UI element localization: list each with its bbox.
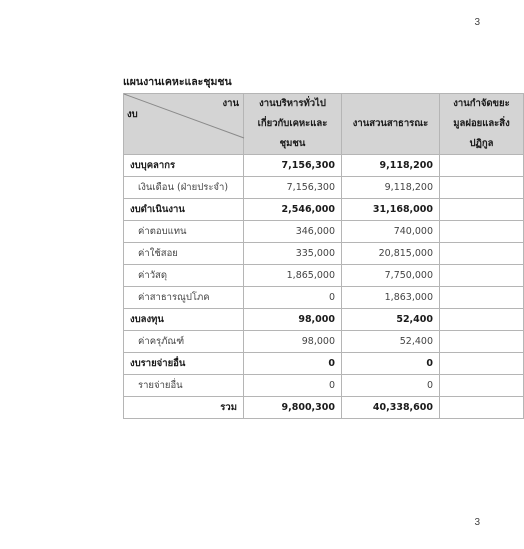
header-corner-budget: งบ — [127, 109, 138, 120]
cell-admin: 346,000 — [244, 221, 342, 243]
header-col-admin: งานบริหารทั่วไปเกี่ยวกับเคหะและชุมชน — [244, 94, 342, 155]
cell-waste — [440, 309, 524, 331]
cell-admin: 9,800,300 — [244, 397, 342, 419]
header-col-park: งานสวนสาธารณะ — [342, 94, 440, 155]
cell-park: 20,815,000 — [342, 243, 440, 265]
table-category-row — [124, 309, 524, 331]
cell-admin: 7,156,300 — [244, 177, 342, 199]
cell-waste — [440, 353, 524, 375]
table-row — [124, 331, 524, 353]
cell-park: 0 — [342, 375, 440, 397]
row-label: ค่าตอบแทน — [124, 221, 244, 243]
table-total-row — [124, 397, 524, 419]
row-label: งบบุคลากร — [124, 155, 244, 177]
cell-waste — [440, 243, 524, 265]
cell-park: 52,400 — [342, 309, 440, 331]
row-label: รวม — [124, 397, 244, 419]
row-label: งบดำเนินงาน — [124, 199, 244, 221]
cell-admin: 0 — [244, 353, 342, 375]
cell-admin: 7,156,300 — [244, 155, 342, 177]
header-corner-task: งาน — [222, 98, 239, 109]
table-header-row — [124, 94, 524, 155]
row-label: เงินเดือน (ฝ่ายประจำ) — [124, 177, 244, 199]
cell-admin: 335,000 — [244, 243, 342, 265]
table-row — [124, 221, 524, 243]
page-number-bottom: 3 — [474, 517, 480, 528]
row-label: ค่าวัสดุ — [124, 265, 244, 287]
cell-admin: 2,546,000 — [244, 199, 342, 221]
row-label: รายจ่ายอื่น — [124, 375, 244, 397]
row-label: งบลงทุน — [124, 309, 244, 331]
cell-waste — [440, 199, 524, 221]
cell-waste — [440, 331, 524, 353]
budget-table-container — [123, 93, 510, 419]
row-label: ค่าใช้สอย — [124, 243, 244, 265]
table-row — [124, 287, 524, 309]
cell-park: 1,863,000 — [342, 287, 440, 309]
cell-waste — [440, 287, 524, 309]
cell-park: 9,118,200 — [342, 155, 440, 177]
table-row — [124, 375, 524, 397]
cell-admin: 98,000 — [244, 309, 342, 331]
cell-park: 31,168,000 — [342, 199, 440, 221]
cell-park: 9,118,200 — [342, 177, 440, 199]
row-label: ค่าครุภัณฑ์ — [124, 331, 244, 353]
cell-admin: 98,000 — [244, 331, 342, 353]
cell-waste — [440, 375, 524, 397]
table-row — [124, 265, 524, 287]
row-label: ค่าสาธารณูปโภค — [124, 287, 244, 309]
table-row — [124, 177, 524, 199]
cell-park: 52,400 — [342, 331, 440, 353]
cell-park: 7,750,000 — [342, 265, 440, 287]
budget-table — [123, 93, 524, 419]
cell-admin: 0 — [244, 287, 342, 309]
table-category-row — [124, 199, 524, 221]
cell-admin: 1,865,000 — [244, 265, 342, 287]
cell-park: 740,000 — [342, 221, 440, 243]
page-number-top: 3 — [474, 17, 480, 28]
table-category-row — [124, 155, 524, 177]
cell-waste — [440, 177, 524, 199]
cell-admin: 0 — [244, 375, 342, 397]
header-corner-cell — [124, 94, 244, 155]
cell-park: 0 — [342, 353, 440, 375]
cell-park: 40,338,600 — [342, 397, 440, 419]
cell-waste — [440, 397, 524, 419]
table-row — [124, 243, 524, 265]
cell-waste — [440, 221, 524, 243]
row-label: งบรายจ่ายอื่น — [124, 353, 244, 375]
table-body — [124, 155, 524, 419]
table-category-row — [124, 353, 524, 375]
cell-waste — [440, 265, 524, 287]
cell-waste — [440, 155, 524, 177]
document-title: แผนงานเคหะและชุมชน — [123, 76, 232, 88]
header-col-waste: งานกำจัดขยะมูลฝอยและสิ่งปฏิกูล — [440, 94, 524, 155]
